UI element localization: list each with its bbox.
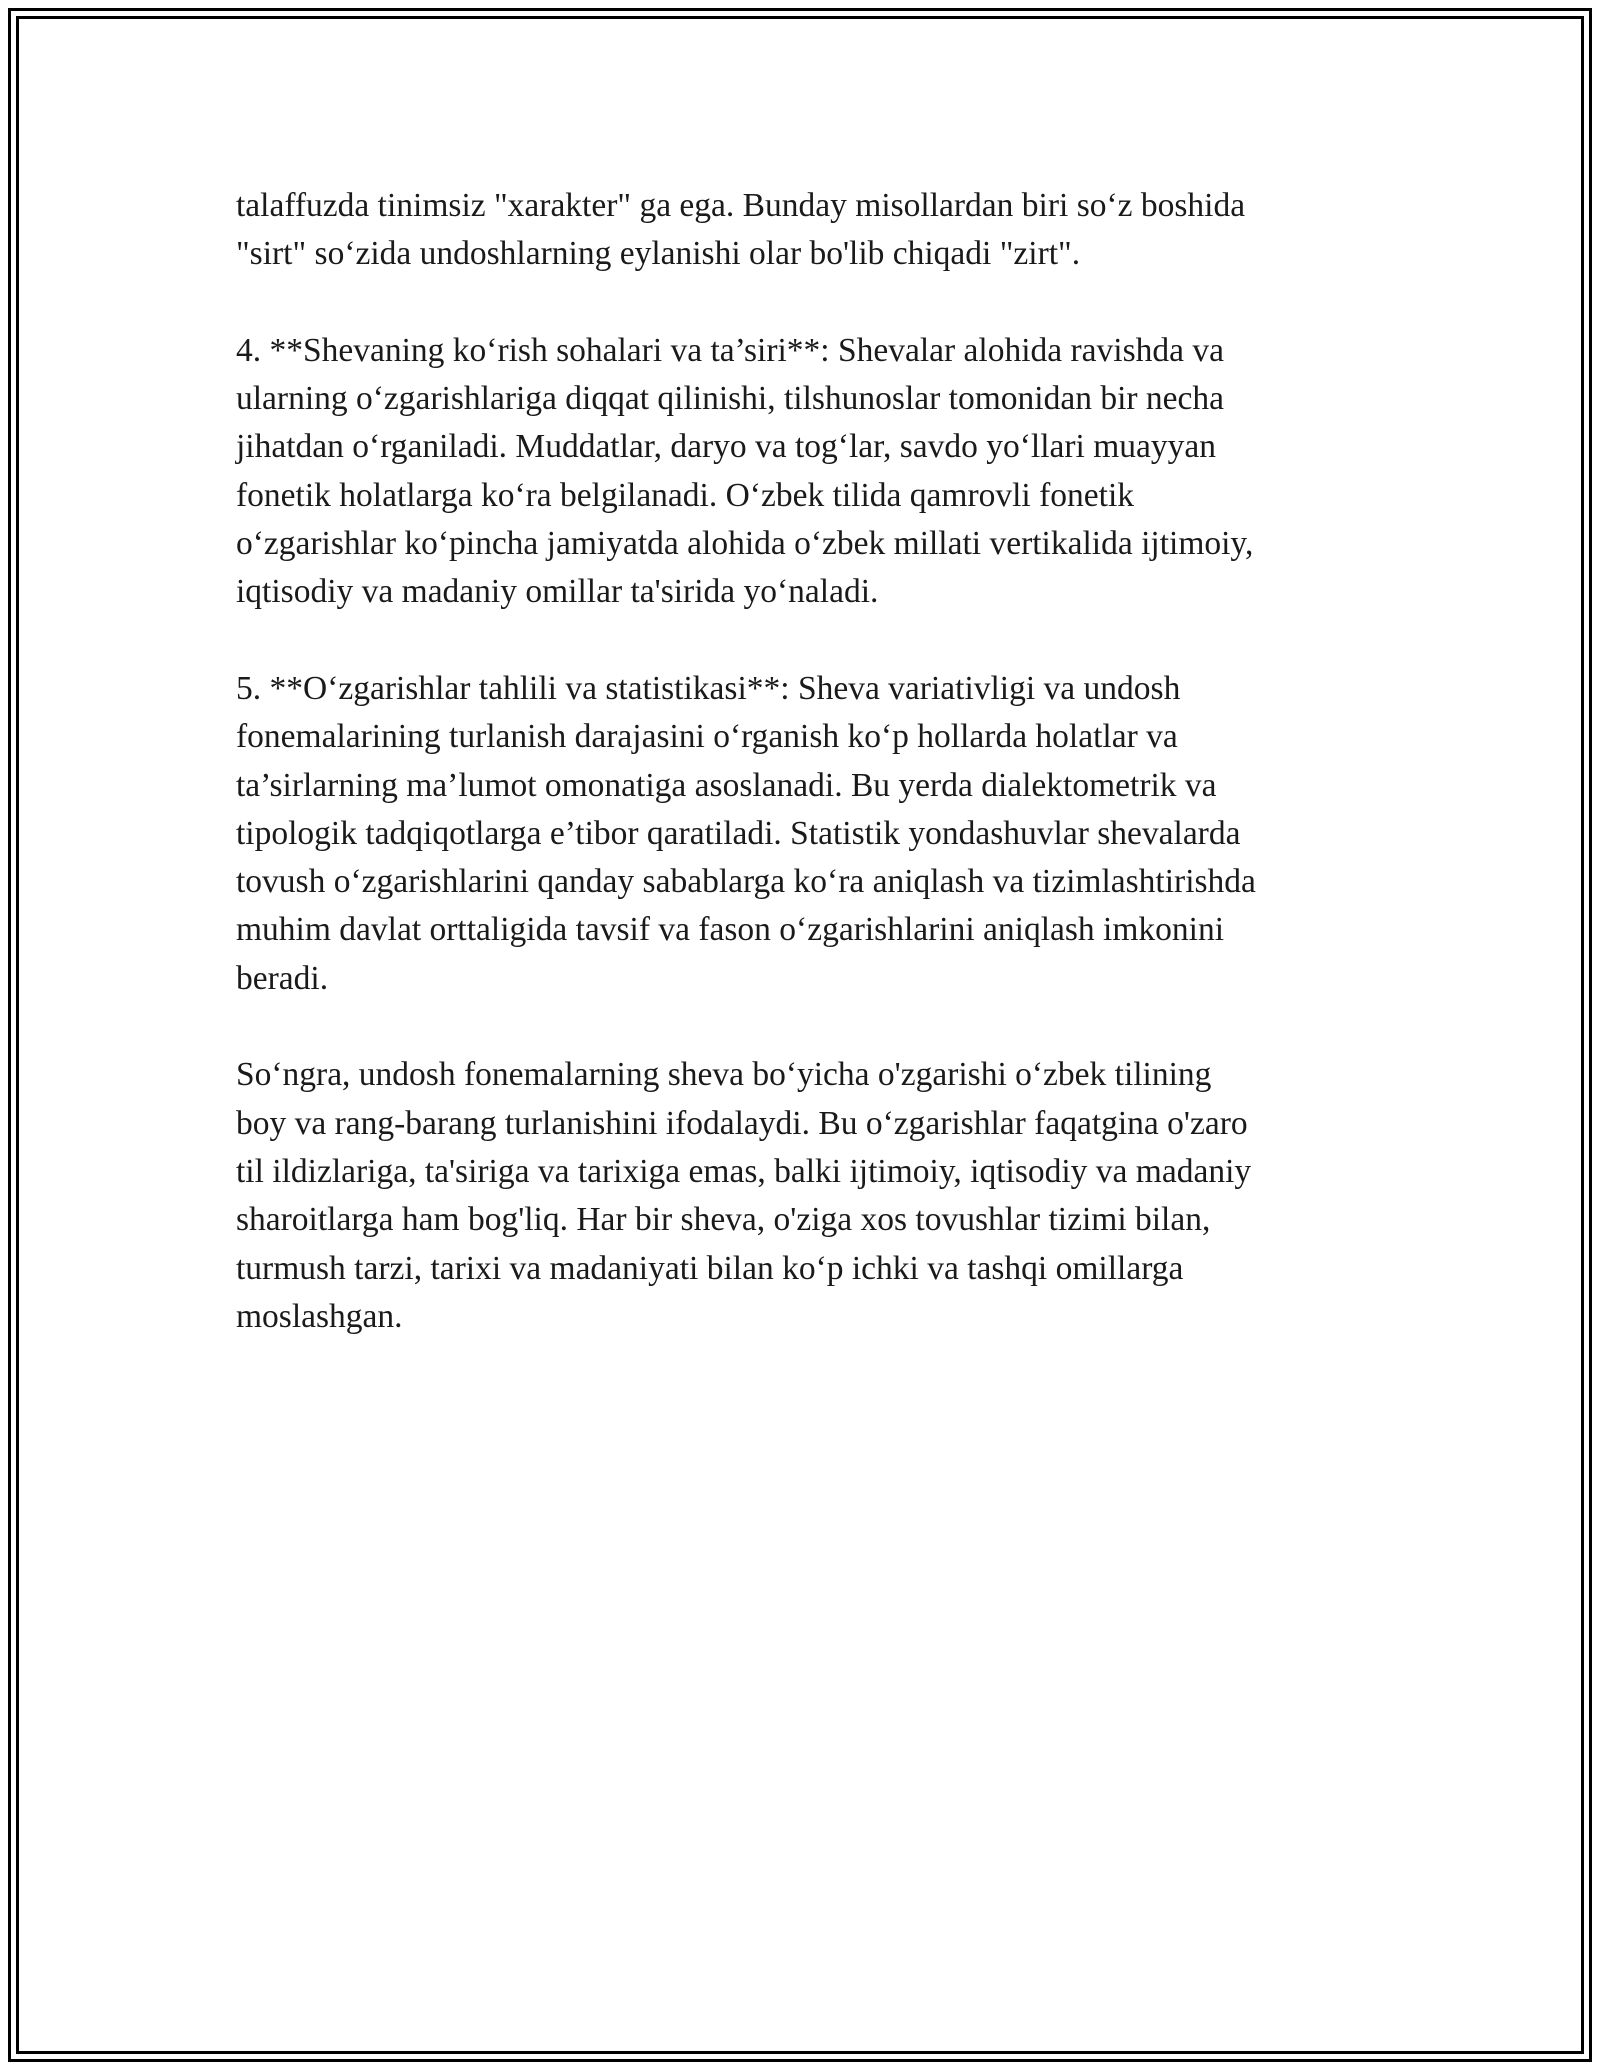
text-line: fonetik holatlarga ko‘ra belgilanadi. O‘zbek tilida qamrovli fonetik [236, 476, 1135, 514]
text-line: talaffuzda tinimsiz "xarakter" ga ega. Bunday misollardan biri so‘z boshida [236, 187, 1246, 224]
paragraph-continuation [236, 182, 1366, 279]
text-line: turmush tarzi, tarixi va madaniyati bilan ko‘p ichki va tashqi omillarga [236, 1249, 1184, 1287]
text-line: moslashgan. [236, 1297, 403, 1335]
paragraph-point-4 [236, 327, 1366, 617]
text-line: beradi. [236, 959, 329, 997]
paragraph-point-5 [236, 665, 1366, 1003]
text-line: til ildizlariga, ta'siriga va tarixiga emas, balki ijtimoiy, iqtisodiy va madaniy [236, 1152, 1252, 1190]
text-line: boy va rang-barang turlanishini ifodalaydi. Bu o‘zgarishlar faqatgina o'zaro [236, 1104, 1248, 1142]
text-line: fonemalarining turlanish darajasini o‘rganish ko‘p hollarda holatlar va [236, 718, 1178, 756]
text-line: o‘zgarishlar ko‘pincha jamiyatda alohida o‘zbek millati vertikalida ijtimoiy, [236, 525, 1254, 563]
text-line: sharoitlarga ham bog'liq. Har bir sheva, o'ziga xos tovushlar tizimi bilan, [236, 1201, 1211, 1239]
text-line: So‘ngra, undosh fonemalarning sheva bo‘yicha o'zgarishi o‘zbek tilining [236, 1056, 1212, 1094]
text-line: ta’sirlarning ma’lumot omonatiga asoslanadi. Bu yerda dialektometrik va [236, 766, 1217, 804]
text-line: jihatdan o‘rganiladi. Muddatlar, daryo va tog‘lar, savdo yo‘llari muayyan [236, 428, 1217, 466]
text-line: tipologik tadqiqotlarga e’tibor qaratiladi. Statistik yondashuvlar shevalarda [236, 814, 1241, 852]
text-line: 4. **Shevaning ko‘rish sohalari va ta’siri**: Shevalar alohida ravishda va [236, 331, 1225, 369]
text-line: ularning o‘zgarishlariga diqqat qilinishi, tilshunoslar tomonidan bir necha [236, 380, 1225, 418]
document-body [236, 182, 1366, 1389]
text-line: iqtisodiy va madaniy omillar ta'sirida yo‘naladi. [236, 573, 879, 611]
text-line: 5. **O‘zgarishlar tahlili va statistikasi**: Sheva variativligi va undosh [236, 669, 1181, 707]
text-line: "sirt" so‘zida undoshlarning eylanishi olar bo'lib chiqadi "zirt". [236, 235, 1081, 273]
paragraph-conclusion [236, 1051, 1366, 1341]
text-line: muhim davlat orttaligida tavsif va fason o‘zgarishlarini aniqlash imkonini [236, 911, 1225, 949]
text-line: tovush o‘zgarishlarini qanday sabablarga ko‘ra aniqlash va tizimlashtirishda [236, 863, 1256, 901]
